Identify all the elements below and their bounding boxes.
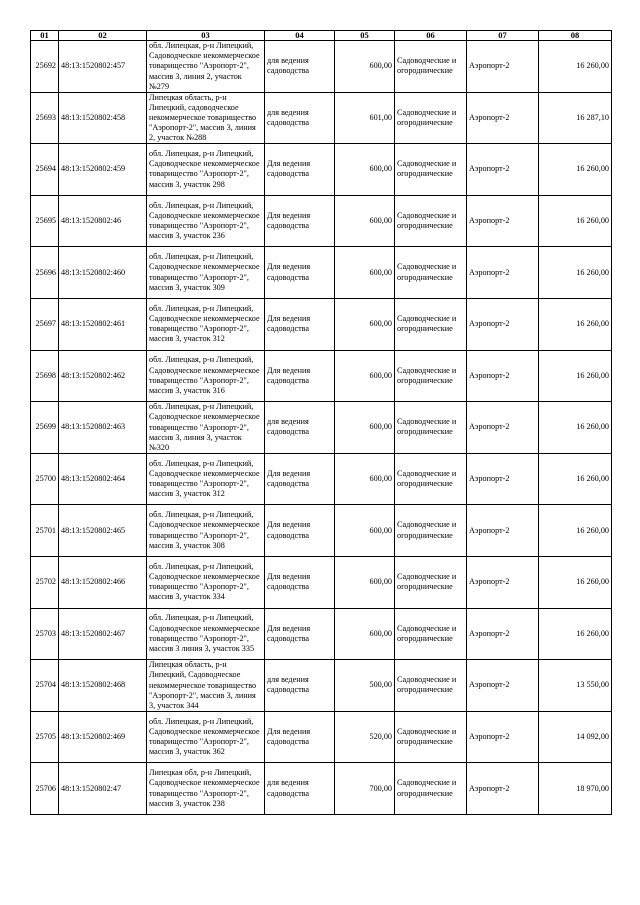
cadastral-number-cell: 48:13:1520802:46	[59, 195, 147, 247]
cadastral-number-cell: 48:13:1520802:468	[59, 660, 147, 712]
cadastral-value-cell: 16 260,00	[539, 505, 612, 557]
record-number-cell: 25706	[31, 763, 59, 815]
address-text: обл. Липецкая, р-н Липецкий, Садоводческое некоммерческое товарищество "Аэропорт-2", массив 3 линия 3, участок 335	[149, 613, 260, 654]
address-text: Липецкая обл, р-н Липецкий, Садоводческое некоммерческое товарищество "Аэропорт-2", массив 3, участок 238	[149, 768, 260, 808]
column-header: 01	[31, 31, 59, 41]
area-cell: 600,00	[335, 402, 395, 454]
cadastral-number-cell: 48:13:1520802:460	[59, 247, 147, 299]
land-category-cell: Садоводческие и огороднические	[395, 195, 467, 247]
column-header: 06	[395, 31, 467, 41]
address-cell	[147, 247, 265, 299]
cadastral-value-cell: 14 092,00	[539, 711, 612, 763]
column-header: 07	[467, 31, 539, 41]
settlement-name-cell: Аэропорт-2	[467, 608, 539, 660]
address-cell	[147, 505, 265, 557]
settlement-name-cell: Аэропорт-2	[467, 195, 539, 247]
record-number-cell: 25697	[31, 298, 59, 350]
address-cell	[147, 144, 265, 196]
table-row	[31, 556, 612, 608]
land-parcel-table	[30, 30, 612, 815]
settlement-name-cell: Аэропорт-2	[467, 298, 539, 350]
address-cell	[147, 453, 265, 505]
address-cell	[147, 402, 265, 454]
settlement-name-cell: Аэропорт-2	[467, 247, 539, 299]
address-text: обл. Липецкая, р-н Липецкий, Садоводческое некоммерческое товарищество "Аэропорт-2", массив 3, участок 298	[149, 149, 260, 189]
record-number-cell: 25692	[31, 41, 59, 93]
cadastral-value-cell: 16 260,00	[539, 608, 612, 660]
land-category-cell: Садоводческие и огороднические	[395, 711, 467, 763]
area-cell: 600,00	[335, 144, 395, 196]
permitted-use-cell: Для ведения садоводства	[265, 505, 335, 557]
cadastral-number-cell: 48:13:1520802:462	[59, 350, 147, 402]
address-text: обл. Липецкая, р-н Липецкий, Садоводческое некоммерческое товарищество "Аэропорт-2", массив 3, участок 362	[149, 716, 260, 757]
cadastral-number-cell: 48:13:1520802:464	[59, 453, 147, 505]
table-row	[31, 505, 612, 557]
permitted-use-cell: Для ведения садоводства	[265, 453, 335, 505]
record-number-cell: 25698	[31, 350, 59, 402]
table-header-row	[31, 31, 612, 41]
address-text: Липецкая область, р-н Липецкий, Садоводческое некоммерческое товарищество "Аэропорт-2", массив 3, линия 3, участок 344	[149, 660, 257, 710]
address-text: обл. Липецкая, р-н Липецкий, Садоводческое некоммерческое товарищество "Аэропорт-2", массив 3, линия 3, участок №320	[149, 402, 260, 452]
table-row	[31, 402, 612, 454]
land-category-cell: Садоводческие и огороднические	[395, 453, 467, 505]
table-row	[31, 608, 612, 660]
cadastral-value-cell: 18 970,00	[539, 763, 612, 815]
settlement-name-cell: Аэропорт-2	[467, 660, 539, 712]
permitted-use-cell: Для ведения садоводства	[265, 298, 335, 350]
table-row	[31, 763, 612, 815]
column-header: 08	[539, 31, 612, 41]
address-cell	[147, 195, 265, 247]
area-cell: 600,00	[335, 608, 395, 660]
table-row	[31, 711, 612, 763]
settlement-name-cell: Аэропорт-2	[467, 402, 539, 454]
settlement-name-cell: Аэропорт-2	[467, 711, 539, 763]
address-text: обл. Липецкая, р-н Липецкий, Садоводческое некоммерческое товарищество "Аэропорт-2", массив 3, участок 312	[149, 303, 260, 344]
area-cell: 600,00	[335, 298, 395, 350]
land-category-cell: Садоводческие и огороднические	[395, 505, 467, 557]
cadastral-number-cell: 48:13:1520802:47	[59, 763, 147, 815]
address-text: обл. Липецкая, р-н Липецкий, Садоводческое некоммерческое товарищество "Аэропорт-2", массив 3, линия 2, участок №279	[149, 41, 260, 91]
cadastral-number-cell: 48:13:1520802:466	[59, 556, 147, 608]
column-header: 03	[147, 31, 265, 41]
permitted-use-cell: для ведения садоводства	[265, 402, 335, 454]
table-row	[31, 660, 612, 712]
permitted-use-cell: Для ведения садоводства	[265, 711, 335, 763]
area-cell: 600,00	[335, 350, 395, 402]
cadastral-value-cell: 13 550,00	[539, 660, 612, 712]
settlement-name-cell: Аэропорт-2	[467, 41, 539, 93]
record-number-cell: 25704	[31, 660, 59, 712]
address-text: обл. Липецкая, р-н Липецкий, Садоводческое некоммерческое товарищество "Аэропорт-2", массив 3, участок 236	[149, 200, 260, 241]
area-cell: 700,00	[335, 763, 395, 815]
cadastral-number-cell: 48:13:1520802:465	[59, 505, 147, 557]
land-category-cell: Садоводческие и огороднические	[395, 92, 467, 144]
address-cell	[147, 608, 265, 660]
column-header: 02	[59, 31, 147, 41]
land-category-cell: Садоводческие и огороднические	[395, 556, 467, 608]
record-number-cell: 25702	[31, 556, 59, 608]
area-cell: 500,00	[335, 660, 395, 712]
address-cell	[147, 711, 265, 763]
cadastral-value-cell: 16 260,00	[539, 41, 612, 93]
table-body	[31, 41, 612, 815]
area-cell: 600,00	[335, 556, 395, 608]
land-category-cell: Садоводческие и огороднические	[395, 660, 467, 712]
address-cell	[147, 556, 265, 608]
settlement-name-cell: Аэропорт-2	[467, 350, 539, 402]
cadastral-value-cell: 16 260,00	[539, 453, 612, 505]
land-category-cell: Садоводческие и огороднические	[395, 298, 467, 350]
area-cell: 520,00	[335, 711, 395, 763]
table-row	[31, 195, 612, 247]
record-number-cell: 25695	[31, 195, 59, 247]
address-cell	[147, 660, 265, 712]
cadastral-number-cell: 48:13:1520802:458	[59, 92, 147, 144]
area-cell: 600,00	[335, 247, 395, 299]
record-number-cell: 25701	[31, 505, 59, 557]
cadastral-number-cell: 48:13:1520802:457	[59, 41, 147, 93]
cadastral-number-cell: 48:13:1520802:459	[59, 144, 147, 196]
address-text: обл. Липецкая, р-н Липецкий, Садоводческое некоммерческое товарищество "Аэропорт-2", массив 3, участок 316	[149, 355, 260, 396]
land-category-cell: Садоводческие и огороднические	[395, 247, 467, 299]
permitted-use-cell: Для ведения садоводства	[265, 247, 335, 299]
land-category-cell: Садоводческие и огороднические	[395, 763, 467, 815]
area-cell: 600,00	[335, 195, 395, 247]
address-cell	[147, 92, 265, 144]
area-cell: 600,00	[335, 505, 395, 557]
cadastral-number-cell: 48:13:1520802:463	[59, 402, 147, 454]
settlement-name-cell: Аэропорт-2	[467, 556, 539, 608]
table-row	[31, 453, 612, 505]
record-number-cell: 25694	[31, 144, 59, 196]
address-cell	[147, 350, 265, 402]
record-number-cell: 25703	[31, 608, 59, 660]
cadastral-value-cell: 16 287,10	[539, 92, 612, 144]
permitted-use-cell: для ведения садоводства	[265, 41, 335, 93]
permitted-use-cell: для ведения садоводства	[265, 763, 335, 815]
cadastral-value-cell: 16 260,00	[539, 195, 612, 247]
settlement-name-cell: Аэропорт-2	[467, 144, 539, 196]
permitted-use-cell: для ведения садоводства	[265, 660, 335, 712]
cadastral-number-cell: 48:13:1520802:469	[59, 711, 147, 763]
column-header: 05	[335, 31, 395, 41]
address-text: обл. Липецкая, р-н Липецкий, Садоводческое некоммерческое товарищество "Аэропорт-2", массив 3, участок 309	[149, 252, 260, 292]
land-category-cell: Садоводческие и огороднические	[395, 402, 467, 454]
settlement-name-cell: Аэропорт-2	[467, 92, 539, 144]
cadastral-number-cell: 48:13:1520802:467	[59, 608, 147, 660]
area-cell: 600,00	[335, 41, 395, 93]
land-category-cell: Садоводческие и огороднические	[395, 41, 467, 93]
cadastral-number-cell: 48:13:1520802:461	[59, 298, 147, 350]
permitted-use-cell: Для ведения садоводства	[265, 144, 335, 196]
cadastral-value-cell: 16 260,00	[539, 556, 612, 608]
record-number-cell: 25696	[31, 247, 59, 299]
address-text: обл. Липецкая, р-н Липецкий, Садоводческое некоммерческое товарищество "Аэропорт-2", массив 3, участок 334	[149, 561, 260, 602]
record-number-cell: 25705	[31, 711, 59, 763]
record-number-cell: 25700	[31, 453, 59, 505]
address-text: Липецкая область, р-н Липецкий, садоводческое некоммерческое товарищество "Аэропорт-2", массив 3, линия 2, участок №288	[149, 92, 257, 143]
land-category-cell: Садоводческие и огороднические	[395, 350, 467, 402]
table-row	[31, 144, 612, 196]
settlement-name-cell: Аэропорт-2	[467, 453, 539, 505]
cadastral-value-cell: 16 260,00	[539, 247, 612, 299]
address-cell	[147, 298, 265, 350]
table-row	[31, 92, 612, 144]
permitted-use-cell: для ведения садоводства	[265, 92, 335, 144]
area-cell: 600,00	[335, 453, 395, 505]
address-cell	[147, 41, 265, 93]
settlement-name-cell: Аэропорт-2	[467, 505, 539, 557]
cadastral-value-cell: 16 260,00	[539, 350, 612, 402]
area-cell: 601,00	[335, 92, 395, 144]
table-row	[31, 41, 612, 93]
address-cell	[147, 763, 265, 815]
settlement-name-cell: Аэропорт-2	[467, 763, 539, 815]
table-row	[31, 298, 612, 350]
permitted-use-cell: Для ведения садоводства	[265, 195, 335, 247]
address-text: обл. Липецкая, р-н Липецкий, Садоводческое некоммерческое товарищество "Аэропорт-2", массив 3, участок 308	[149, 510, 260, 550]
cadastral-value-cell: 16 260,00	[539, 298, 612, 350]
record-number-cell: 25699	[31, 402, 59, 454]
address-text: обл. Липецкая, р-н Липецкий, Садоводческое некоммерческое товарищество "Аэропорт-2", массив 3, участок 312	[149, 458, 260, 499]
cadastral-value-cell: 16 260,00	[539, 402, 612, 454]
column-header: 04	[265, 31, 335, 41]
permitted-use-cell: Для ведения садоводства	[265, 556, 335, 608]
land-category-cell: Садоводческие и огороднические	[395, 608, 467, 660]
permitted-use-cell: Для ведения садоводства	[265, 350, 335, 402]
table-row	[31, 247, 612, 299]
cadastral-value-cell: 16 260,00	[539, 144, 612, 196]
land-category-cell: Садоводческие и огороднические	[395, 144, 467, 196]
permitted-use-cell: Для ведения садоводства	[265, 608, 335, 660]
table-row	[31, 350, 612, 402]
record-number-cell: 25693	[31, 92, 59, 144]
